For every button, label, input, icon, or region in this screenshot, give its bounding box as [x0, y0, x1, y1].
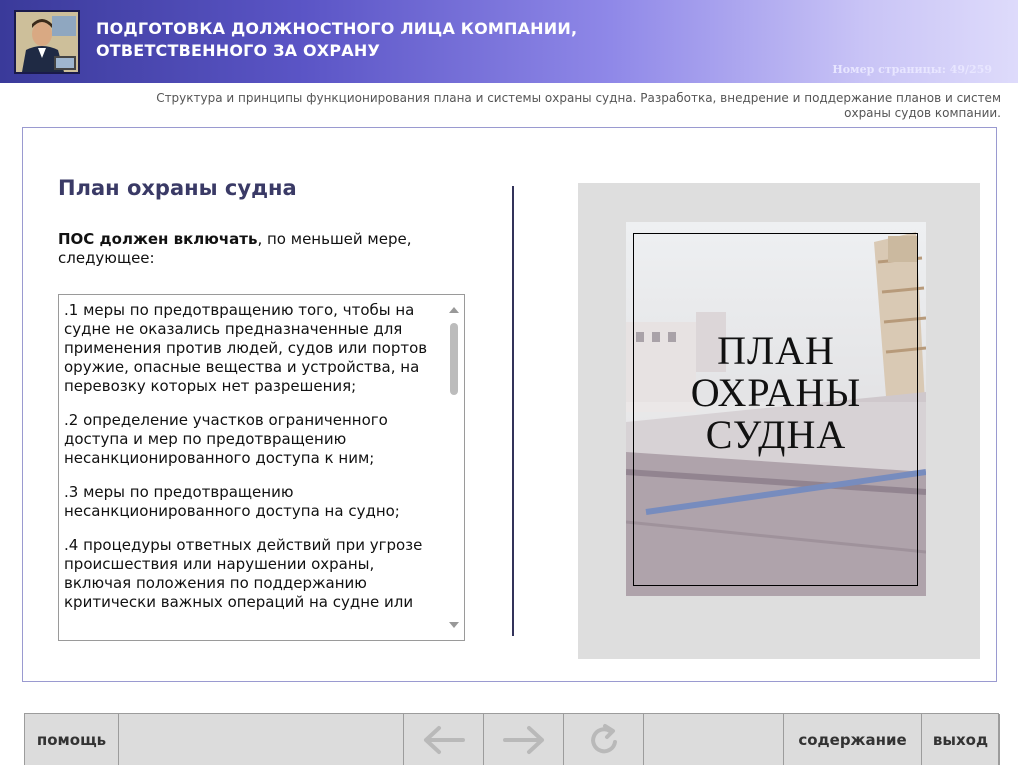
scrollable-text-box[interactable]	[58, 294, 465, 641]
scroll-down-arrow-icon[interactable]	[449, 622, 459, 628]
course-title	[96, 18, 577, 62]
slide-title: План охраны судна	[58, 176, 297, 200]
scroll-up-arrow-icon[interactable]	[449, 307, 459, 313]
help-button[interactable]: помощь	[25, 714, 119, 765]
list-item: .3 меры по предотвращению несанкционированного доступа на судно;	[64, 483, 400, 520]
arrow-left-icon	[423, 725, 465, 755]
ship-security-plan-cover-image	[626, 222, 926, 596]
topic-subtitle	[121, 91, 1001, 121]
list-item: .4 процедуры ответных действий при угрозе происшествия или нарушении охраны, включая положения по поддержанию критически важных операций на судне или	[64, 536, 423, 611]
scroll-content	[64, 301, 442, 627]
scrollbar-thumb[interactable]	[450, 323, 458, 395]
intro-bold: ПОС должен включать	[58, 230, 258, 248]
back-button[interactable]	[404, 714, 484, 765]
cover-title-line3: СУДНА	[705, 412, 847, 457]
vertical-divider	[512, 186, 514, 636]
course-title-line1: ПОДГОТОВКА ДОЛЖНОСТНОГО ЛИЦА КОМПАНИИ,	[96, 19, 578, 38]
toolbar-spacer	[119, 714, 404, 765]
cover-title	[626, 330, 926, 456]
contents-button[interactable]: содержание	[784, 714, 922, 765]
header-bar	[0, 0, 1018, 83]
bottom-toolbar	[24, 713, 999, 765]
officer-avatar	[14, 10, 80, 74]
list-item: .2 определение участков ограниченного доступа и мер по предотвращению несанкционированного доступа к ним;	[64, 411, 388, 467]
exit-button[interactable]: выход	[922, 714, 1000, 765]
topic-subtitle-line2: охраны судов компании.	[844, 106, 1001, 120]
scrollbar[interactable]	[444, 295, 464, 640]
toolbar-spacer-2	[644, 714, 784, 765]
topic-subtitle-line1: Структура и принципы функционирования плана и системы охраны судна. Разработка, внедрение и поддержание планов и систем	[156, 91, 1001, 105]
image-frame	[578, 183, 980, 659]
content-panel	[22, 127, 997, 682]
refresh-button[interactable]	[564, 714, 644, 765]
cover-title-line2: ОХРАНЫ	[690, 370, 862, 415]
refresh-icon	[588, 723, 620, 757]
course-title-line2: ОТВЕТСТВЕННОГО ЗА ОХРАНУ	[96, 41, 380, 60]
intro-rest: , по меньшей мере, следующее:	[58, 230, 412, 267]
cover-title-line1: ПЛАН	[717, 328, 835, 373]
page-number: Номер страницы: 49/259	[832, 63, 992, 76]
forward-button[interactable]	[484, 714, 564, 765]
arrow-right-icon	[503, 725, 545, 755]
intro-text	[58, 230, 458, 268]
list-item: .1 меры по предотвращению того, чтобы на судне не оказались предназначенные для применения против людей, судов или портов оружие, опасные вещества и устройства, на перевозку которых нет разрешения;	[64, 301, 428, 395]
